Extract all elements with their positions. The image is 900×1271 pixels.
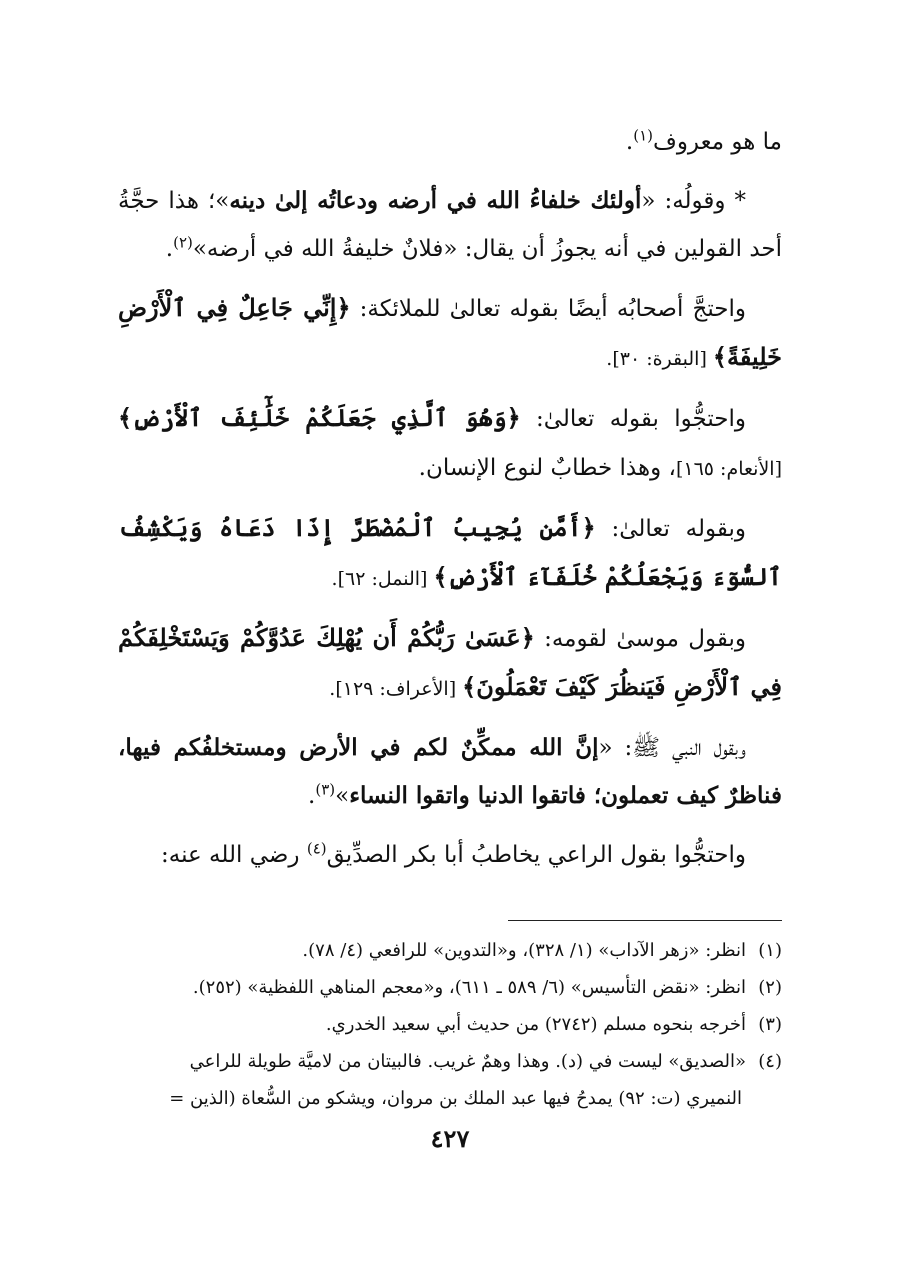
verse-reference-naml: [النمل: ٦٢]. — [331, 568, 434, 590]
footnotes-section — [118, 932, 782, 1117]
paragraph-7-lead: وبقول النبي ﷺ: « — [598, 735, 746, 761]
paragraph-7-tail: . — [308, 783, 316, 809]
footnote-4-continuation: النميري (ت: ٩٢) يمدحُ فيها عبد الملك بن مروان، ويشكو من السُّعاة (الذين = — [169, 1088, 742, 1109]
footnote-separator — [508, 920, 782, 921]
paragraph-8 — [118, 831, 782, 879]
footnote-ref-3[interactable]: (٣) — [315, 780, 336, 799]
page-number: ٤٢٧ — [430, 1124, 470, 1153]
footnote-2 — [118, 969, 782, 1006]
footnote-1-text: انظر: «زهر الآداب» (١/ ٣٢٨)، و«التدوين» للرافعي (٤/ ٧٨). — [302, 940, 746, 961]
footnote-2-text: انظر: «نقض التأسيس» (٦/ ٥٨٩ ـ ٦١١)، و«معجم المناهي اللفظية» (٢٥٢). — [192, 977, 746, 998]
footnote-3-text: أخرجه بنحوه مسلم (٢٧٤٢) من حديث أبي سعيد الخدري. — [325, 1014, 746, 1035]
paragraph-4-tail: ، وهذا خطابٌ لنوع الإنسان. — [418, 455, 676, 481]
paragraph-8-tail: رضي الله عنه: — [161, 842, 307, 868]
footnote-4-text: «الصديق» ليست في (د). وهذا وهمٌ غريب. فالبيتان من لاميَّة طويلة للراعي — [189, 1051, 746, 1072]
footnote-1 — [118, 932, 782, 969]
paragraph-5 — [118, 504, 782, 603]
main-text — [118, 118, 782, 890]
footnote-3-number: (٣) — [758, 1014, 782, 1035]
paragraph-3-lead: واحتجَّ أصحابُه أيضًا بقوله تعالىٰ للملائكة: — [350, 296, 746, 322]
paragraph-2-quote: أولئك خلفاءُ الله في أرضه ودعاتُه إلىٰ دينه — [229, 187, 642, 214]
paragraph-2-mid: »؛ هذا حجَّةُ أحد القولين في أنه يجوزُ أن يقال: «فلانٌ خليفةُ الله في أرضه» — [118, 188, 782, 262]
footnote-2-number: (٢) — [758, 977, 782, 998]
paragraph-5-lead: وبقوله تعالىٰ: — [595, 516, 747, 542]
footnote-ref-1[interactable]: (١) — [633, 126, 653, 145]
paragraph-2 — [118, 177, 782, 273]
footnote-ref-4[interactable]: (٤) — [306, 839, 327, 858]
paragraph-8-lead: واحتجُّوا بقول الراعي يخاطبُ أبا بكر الصدِّيق — [326, 842, 746, 868]
footnote-ref-2[interactable]: (٢) — [173, 233, 193, 252]
paragraph-6-lead: وبقول موسىٰ لقومه: — [534, 626, 746, 652]
paragraph-1-text: ما هو معروف — [652, 129, 782, 155]
footnote-4-number: (٤) — [758, 1051, 782, 1072]
paragraph-7-close: » — [335, 783, 350, 809]
paragraph-2-lead: * وقولُه: « — [641, 188, 746, 214]
footnote-4 — [118, 1043, 782, 1080]
quran-verse-anam: ﴿وَهُوَ ٱلَّذِي جَعَلَكُمْ خَلَٰٓئِفَ ٱلْأَرْضِ﴾ — [118, 403, 521, 432]
paragraph-6 — [118, 614, 782, 713]
paragraph-4 — [118, 394, 782, 493]
paragraph-1 — [118, 118, 782, 166]
verse-reference-araf: [الأعراف: ١٢٩]. — [329, 678, 463, 700]
paragraph-2-tail: . — [165, 236, 174, 262]
paragraph-7 — [118, 724, 782, 820]
hadith-quote: إنَّ الله ممكِّنٌ لكم في الأرض ومستخلفُكم فيها، فناظرٌ كيف تعملون؛ فاتقوا الدنيا واتقوا النساء — [118, 734, 782, 809]
footnote-1-number: (١) — [758, 940, 782, 961]
quran-verse-baqarah: ﴿إِنِّي جَاعِلٌ فِي ٱلْأَرْضِ خَلِيفَةً﴾ — [118, 293, 782, 371]
quran-verse-araf: ﴿عَسَىٰ رَبُّكُمْ أَن يُهْلِكَ عَدُوَّكُمْ وَيَسْتَخْلِفَكُمْ فِي ٱلْأَرْضِ فَيَنظُرَ كَيْفَ تَعْمَلُونَ﴾ — [118, 623, 782, 701]
paragraph-1-tail: . — [625, 129, 634, 155]
paragraph-3 — [118, 284, 782, 383]
verse-reference-baqarah: [البقرة: ٣٠]. — [606, 348, 713, 370]
footnote-3 — [118, 1006, 782, 1043]
quran-verse-naml: ﴿أَمَّن يُجِيبُ ٱلْمُضْطَرَّ إِذَا دَعَاهُ وَيَكْشِفُ ٱلسُّوٓءَ وَيَجْعَلُكُمْ خُلَفَآءَ ٱلْأَرْضِ﴾ — [118, 513, 782, 591]
verse-reference-anam: [الأنعام: ١٦٥] — [675, 458, 782, 480]
paragraph-4-lead: واحتجُّوا بقوله تعالىٰ: — [520, 406, 746, 432]
